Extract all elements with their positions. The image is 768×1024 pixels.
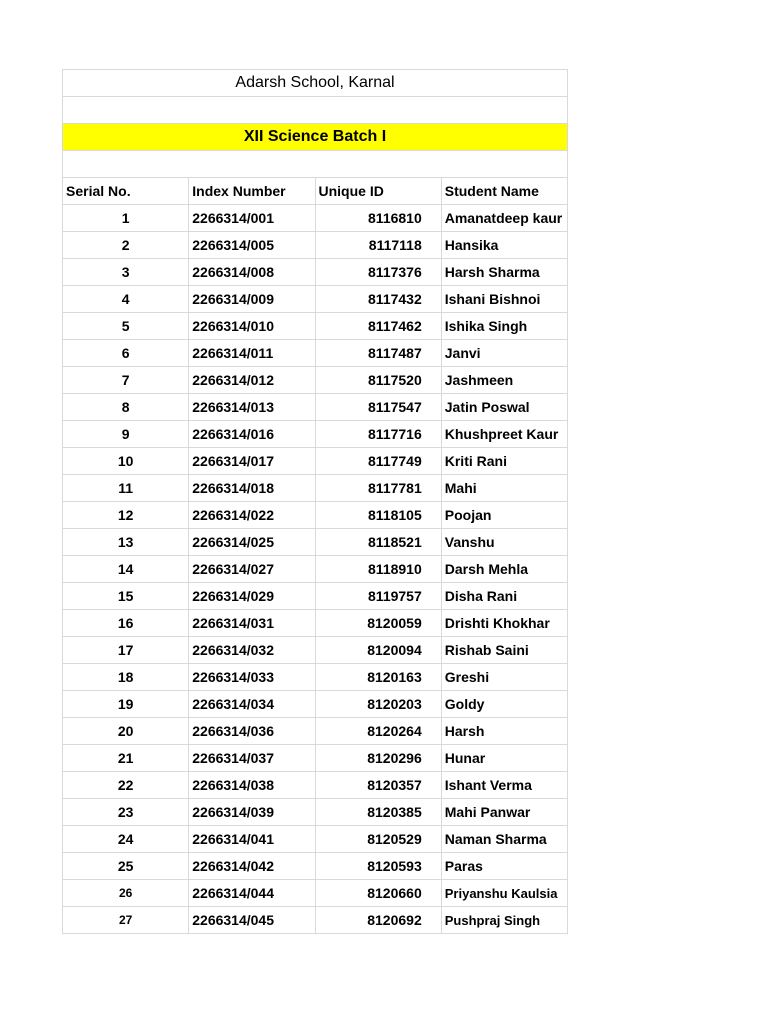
index-number-cell: 2266314/038 bbox=[189, 772, 315, 799]
student-name-cell: Ishika Singh bbox=[441, 313, 567, 340]
student-name-cell: Khushpreet Kaur bbox=[441, 421, 567, 448]
blank-cell bbox=[63, 151, 568, 178]
serial-cell: 21 bbox=[63, 745, 189, 772]
unique-id-cell: 8117487 bbox=[315, 340, 441, 367]
index-number-cell: 2266314/036 bbox=[189, 718, 315, 745]
student-name-cell: Drishti Khokhar bbox=[441, 610, 567, 637]
unique-id-cell: 8120357 bbox=[315, 772, 441, 799]
unique-id-cell: 8117520 bbox=[315, 367, 441, 394]
table-row bbox=[63, 583, 568, 610]
unique-id-cell: 8118521 bbox=[315, 529, 441, 556]
serial-cell: 15 bbox=[63, 583, 189, 610]
index-number-cell: 2266314/012 bbox=[189, 367, 315, 394]
unique-id-cell: 8120094 bbox=[315, 637, 441, 664]
student-name-cell: Disha Rani bbox=[441, 583, 567, 610]
table-row bbox=[63, 880, 568, 907]
table-row bbox=[63, 313, 568, 340]
index-number-cell: 2266314/029 bbox=[189, 583, 315, 610]
batch-title: XII Science Batch I bbox=[63, 124, 568, 151]
blank-row bbox=[63, 97, 568, 124]
unique-id-cell: 8118105 bbox=[315, 502, 441, 529]
header-index-number: Index Number bbox=[189, 178, 315, 205]
index-number-cell: 2266314/037 bbox=[189, 745, 315, 772]
table-row bbox=[63, 340, 568, 367]
table-row bbox=[63, 367, 568, 394]
student-name-cell: Mahi Panwar bbox=[441, 799, 567, 826]
unique-id-cell: 8117781 bbox=[315, 475, 441, 502]
unique-id-cell: 8119757 bbox=[315, 583, 441, 610]
serial-cell: 12 bbox=[63, 502, 189, 529]
table-row bbox=[63, 529, 568, 556]
serial-cell: 10 bbox=[63, 448, 189, 475]
index-number-cell: 2266314/008 bbox=[189, 259, 315, 286]
unique-id-cell: 8117118 bbox=[315, 232, 441, 259]
unique-id-cell: 8117716 bbox=[315, 421, 441, 448]
index-number-cell: 2266314/017 bbox=[189, 448, 315, 475]
unique-id-cell: 8118910 bbox=[315, 556, 441, 583]
serial-cell: 3 bbox=[63, 259, 189, 286]
index-number-cell: 2266314/025 bbox=[189, 529, 315, 556]
table-row bbox=[63, 394, 568, 421]
serial-cell: 17 bbox=[63, 637, 189, 664]
header-serial-no: Serial No. bbox=[63, 178, 189, 205]
blank-row bbox=[63, 151, 568, 178]
serial-cell: 18 bbox=[63, 664, 189, 691]
unique-id-cell: 8120529 bbox=[315, 826, 441, 853]
serial-cell: 9 bbox=[63, 421, 189, 448]
student-name-cell: Goldy bbox=[441, 691, 567, 718]
serial-cell: 25 bbox=[63, 853, 189, 880]
school-title: Adarsh School, Karnal bbox=[63, 70, 568, 97]
serial-cell: 11 bbox=[63, 475, 189, 502]
serial-cell: 1 bbox=[63, 205, 189, 232]
unique-id-cell: 8116810 bbox=[315, 205, 441, 232]
serial-cell: 2 bbox=[63, 232, 189, 259]
serial-cell: 7 bbox=[63, 367, 189, 394]
serial-cell: 4 bbox=[63, 286, 189, 313]
student-name-cell: Naman Sharma bbox=[441, 826, 567, 853]
student-name-cell: Mahi bbox=[441, 475, 567, 502]
student-name-cell: Janvi bbox=[441, 340, 567, 367]
table-row bbox=[63, 205, 568, 232]
student-name-cell: Jashmeen bbox=[441, 367, 567, 394]
student-name-cell: Hunar bbox=[441, 745, 567, 772]
table-row bbox=[63, 232, 568, 259]
table-row bbox=[63, 691, 568, 718]
index-number-cell: 2266314/027 bbox=[189, 556, 315, 583]
unique-id-cell: 8120163 bbox=[315, 664, 441, 691]
index-number-cell: 2266314/010 bbox=[189, 313, 315, 340]
unique-id-cell: 8117547 bbox=[315, 394, 441, 421]
serial-cell: 5 bbox=[63, 313, 189, 340]
table-row bbox=[63, 259, 568, 286]
index-number-cell: 2266314/016 bbox=[189, 421, 315, 448]
serial-cell: 26 bbox=[63, 880, 189, 907]
index-number-cell: 2266314/001 bbox=[189, 205, 315, 232]
student-name-cell: Rishab Saini bbox=[441, 637, 567, 664]
unique-id-cell: 8117749 bbox=[315, 448, 441, 475]
table-row bbox=[63, 421, 568, 448]
table-row bbox=[63, 826, 568, 853]
serial-cell: 8 bbox=[63, 394, 189, 421]
student-name-cell: Darsh Mehla bbox=[441, 556, 567, 583]
unique-id-cell: 8120593 bbox=[315, 853, 441, 880]
index-number-cell: 2266314/042 bbox=[189, 853, 315, 880]
student-name-cell: Vanshu bbox=[441, 529, 567, 556]
index-number-cell: 2266314/011 bbox=[189, 340, 315, 367]
table-row bbox=[63, 556, 568, 583]
table-row bbox=[63, 772, 568, 799]
column-header-row bbox=[63, 178, 568, 205]
unique-id-cell: 8117376 bbox=[315, 259, 441, 286]
student-name-cell: Greshi bbox=[441, 664, 567, 691]
blank-cell bbox=[63, 97, 568, 124]
unique-id-cell: 8120203 bbox=[315, 691, 441, 718]
table-row bbox=[63, 745, 568, 772]
student-name-cell: Amanatdeep kaur bbox=[441, 205, 567, 232]
table-row bbox=[63, 907, 568, 934]
table-row bbox=[63, 664, 568, 691]
index-number-cell: 2266314/044 bbox=[189, 880, 315, 907]
header-student-name: Student Name bbox=[441, 178, 567, 205]
table-row bbox=[63, 286, 568, 313]
unique-id-cell: 8120264 bbox=[315, 718, 441, 745]
batch-title-row bbox=[63, 124, 568, 151]
unique-id-cell: 8120692 bbox=[315, 907, 441, 934]
index-number-cell: 2266314/005 bbox=[189, 232, 315, 259]
serial-cell: 24 bbox=[63, 826, 189, 853]
student-name-cell: Pushpraj Singh bbox=[441, 907, 567, 934]
table-row bbox=[63, 799, 568, 826]
index-number-cell: 2266314/013 bbox=[189, 394, 315, 421]
student-name-cell: Kriti Rani bbox=[441, 448, 567, 475]
table-row bbox=[63, 502, 568, 529]
serial-cell: 22 bbox=[63, 772, 189, 799]
table-row bbox=[63, 637, 568, 664]
index-number-cell: 2266314/018 bbox=[189, 475, 315, 502]
student-name-cell: Jatin Poswal bbox=[441, 394, 567, 421]
student-name-cell: Hansika bbox=[441, 232, 567, 259]
serial-cell: 6 bbox=[63, 340, 189, 367]
unique-id-cell: 8120296 bbox=[315, 745, 441, 772]
index-number-cell: 2266314/045 bbox=[189, 907, 315, 934]
table-row bbox=[63, 610, 568, 637]
index-number-cell: 2266314/009 bbox=[189, 286, 315, 313]
index-number-cell: 2266314/033 bbox=[189, 664, 315, 691]
serial-cell: 27 bbox=[63, 907, 189, 934]
student-name-cell: Priyanshu Kaulsia bbox=[441, 880, 567, 907]
serial-cell: 19 bbox=[63, 691, 189, 718]
serial-cell: 16 bbox=[63, 610, 189, 637]
serial-cell: 13 bbox=[63, 529, 189, 556]
student-name-cell: Harsh bbox=[441, 718, 567, 745]
serial-cell: 14 bbox=[63, 556, 189, 583]
table-row bbox=[63, 853, 568, 880]
student-table bbox=[62, 69, 568, 934]
student-name-cell: Ishant Verma bbox=[441, 772, 567, 799]
unique-id-cell: 8117462 bbox=[315, 313, 441, 340]
header-unique-id: Unique ID bbox=[315, 178, 441, 205]
student-name-cell: Paras bbox=[441, 853, 567, 880]
index-number-cell: 2266314/034 bbox=[189, 691, 315, 718]
table-row bbox=[63, 718, 568, 745]
table-row bbox=[63, 475, 568, 502]
unique-id-cell: 8120660 bbox=[315, 880, 441, 907]
serial-cell: 23 bbox=[63, 799, 189, 826]
student-name-cell: Poojan bbox=[441, 502, 567, 529]
unique-id-cell: 8117432 bbox=[315, 286, 441, 313]
index-number-cell: 2266314/022 bbox=[189, 502, 315, 529]
spreadsheet-page bbox=[62, 69, 568, 934]
index-number-cell: 2266314/031 bbox=[189, 610, 315, 637]
unique-id-cell: 8120385 bbox=[315, 799, 441, 826]
index-number-cell: 2266314/039 bbox=[189, 799, 315, 826]
student-table-body bbox=[63, 70, 568, 934]
index-number-cell: 2266314/032 bbox=[189, 637, 315, 664]
index-number-cell: 2266314/041 bbox=[189, 826, 315, 853]
serial-cell: 20 bbox=[63, 718, 189, 745]
table-row bbox=[63, 448, 568, 475]
unique-id-cell: 8120059 bbox=[315, 610, 441, 637]
student-name-cell: Ishani Bishnoi bbox=[441, 286, 567, 313]
student-name-cell: Harsh Sharma bbox=[441, 259, 567, 286]
school-title-row bbox=[63, 70, 568, 97]
